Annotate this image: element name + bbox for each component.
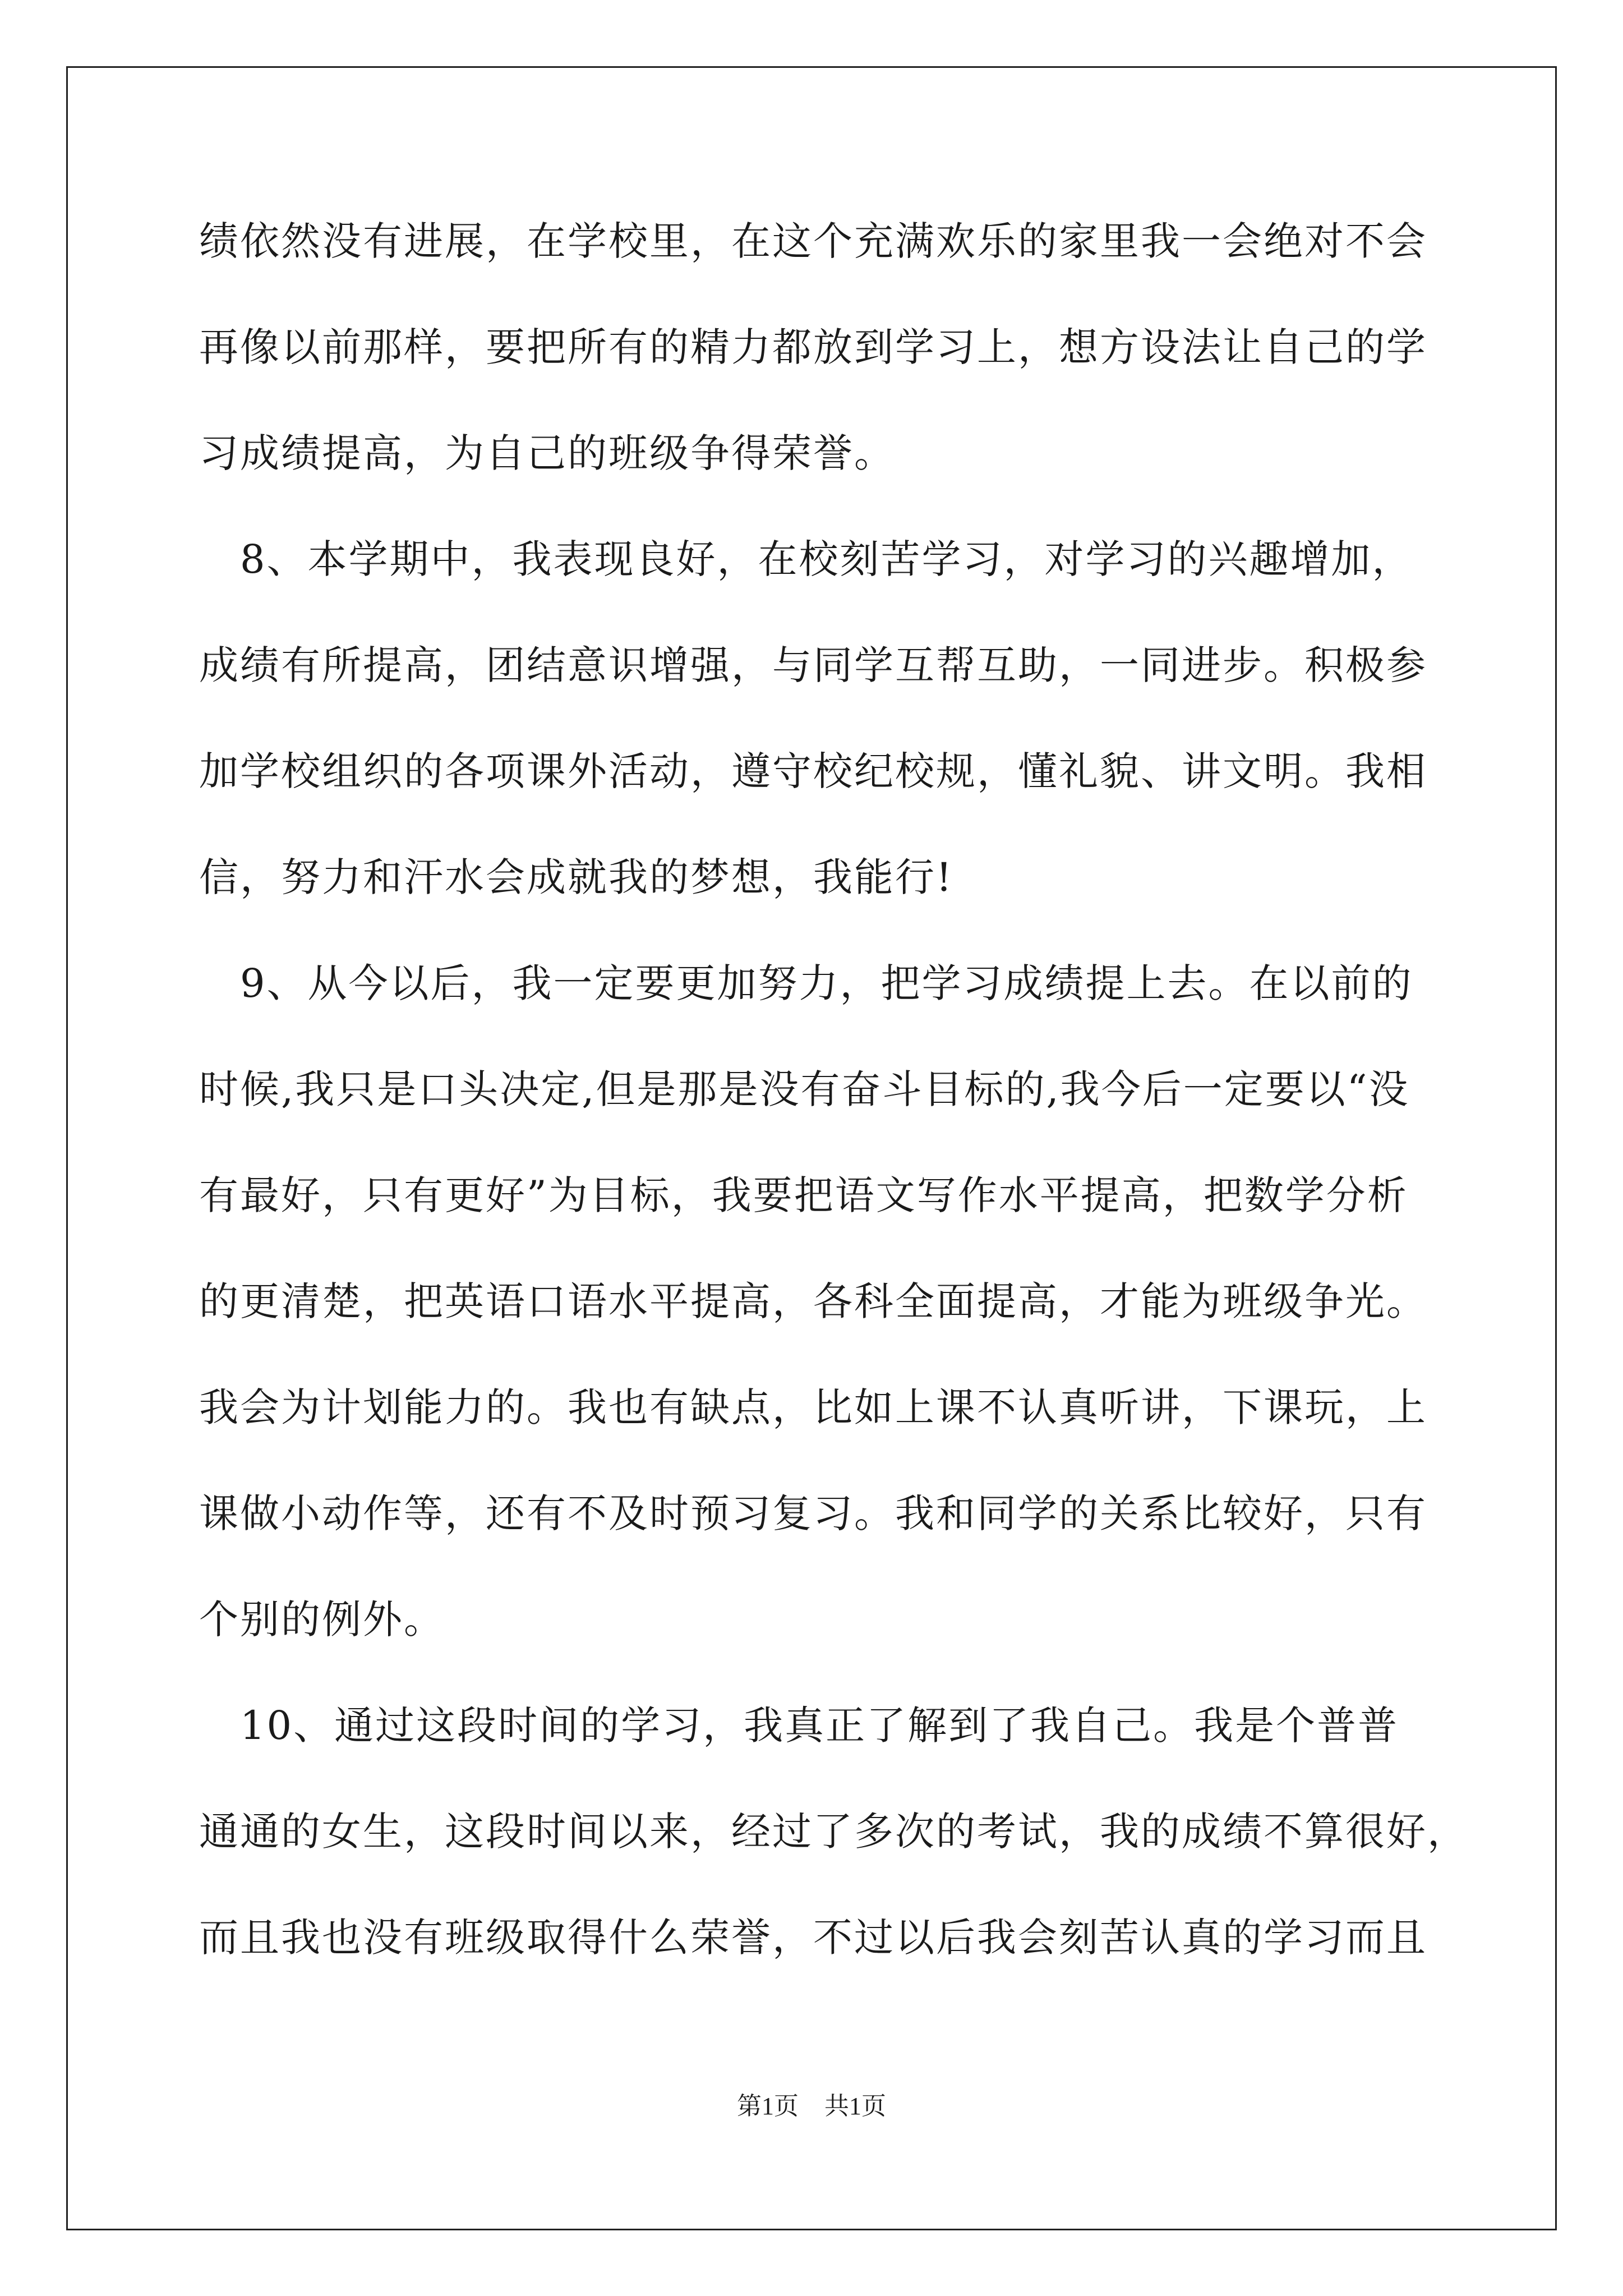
text-line: 成绩有所提高，团结意识增强，与同学互帮互助，一同进步。积极参 [199, 642, 1427, 688]
text-line: 个别的例外。 [199, 1596, 445, 1642]
text-line: 我会为计划能力的。我也有缺点，比如上课不认真听讲，下课玩，上 [199, 1384, 1427, 1430]
text-line: 通通的女生，这段时间以来，经过了多次的考试，我的成绩不算很好， [199, 1809, 1468, 1855]
text-line: 加学校组织的各项课外活动，遵守校纪校规，懂礼貌、讲文明。我相 [199, 748, 1427, 794]
page-footer [0, 2092, 1623, 2120]
text-line: 有最好，只有更好”为目标，我要把语文写作水平提高，把数学分析 [199, 1172, 1408, 1218]
text-line: 再像以前那样，要把所有的精力都放到学习上，想方设法让自己的学 [199, 324, 1427, 370]
text-line: 的更清楚，把英语口语水平提高，各科全面提高，才能为班级争光。 [199, 1278, 1427, 1324]
page-number: 第1页 [737, 2092, 799, 2120]
text-line: 习成绩提高，为自己的班级争得荣誉。 [199, 430, 895, 476]
text-line: 8、本学期中，我表现良好，在校刻苦学习，对学习的兴趣增加， [199, 536, 1413, 582]
text-line: 9、从今以后，我一定要更加努力，把学习成绩提上去。在以前的 [199, 960, 1413, 1006]
text-line: 而且我也没有班级取得什么荣誉，不过以后我会刻苦认真的学习而且 [199, 1915, 1427, 1961]
text-line: 课做小动作等，还有不及时预习复习。我和同学的关系比较好，只有 [199, 1490, 1427, 1536]
text-line: 时候,我只是口头决定,但是那是没有奋斗目标的,我今后一定要以“没 [199, 1066, 1410, 1112]
text-line: 绩依然没有进展，在学校里，在这个充满欢乐的家里我一会绝对不会 [199, 218, 1427, 264]
text-line: 信，努力和汗水会成就我的梦想，我能行! [199, 854, 954, 900]
document-body [199, 218, 1468, 2024]
page-total: 共1页 [824, 2092, 886, 2120]
text-line: 10、通过这段时间的学习，我真正了解到了我自己。我是个普普 [199, 1703, 1399, 1749]
